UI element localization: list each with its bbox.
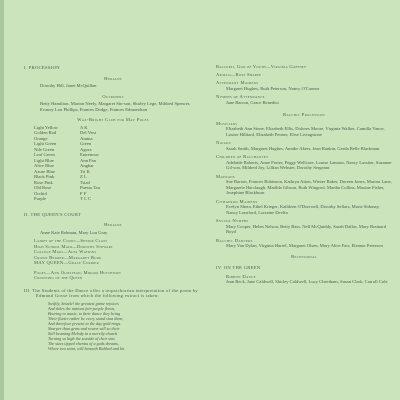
poem-line: The sizes tipped vheniss of a gods dreams, — [48, 340, 119, 346]
waxbright-label: Wax-Bright Club for May Poles — [77, 117, 149, 122]
pole-color: Nile Green — [34, 146, 55, 152]
pole-club: Del Vera — [80, 130, 97, 135]
pole-color: Orchid — [34, 190, 47, 196]
court-heading: II. THE QUEEN'S COURT — [24, 211, 82, 217]
group-names: Mary Cooper, Helen Nelson, Betty Bass, Nell McQuiddy, Sarah Dallas, Mary Brainard Boyd — [226, 223, 387, 234]
attendant-names: Margaret Hughes, Ruth Peterson, Nancy O'Connor — [226, 85, 320, 91]
pole-club: Amma — [80, 135, 93, 141]
pole-club: Puesta Tau — [80, 185, 100, 190]
ribbon-dance-label: Ribbon Dance — [226, 273, 256, 279]
group-names: Sue Barton, Frances Robinson, Kathryn Atton, Winter Baker, Doreen Jones, Marion Lane, Margarete Harclaugh, Matilda Gibson, Ruth Wingrod, Martha Collins, Maxine Fisher, Josephine Blackburn — [226, 179, 392, 195]
group-maenads — [216, 174, 392, 196]
court-role-line: Ladies of the Court—Senior Class — [34, 238, 108, 243]
procession-heralds-names: Dorothy Hill, Janet McQuillan — [40, 83, 97, 88]
group-sylvan — [216, 218, 392, 235]
poem-line: Still beaming Melody in a merrily church — [48, 330, 118, 336]
group-label: Cithaeron Maidens — [216, 198, 258, 204]
apollo-line: Apollo—Rose Sharpe — [216, 71, 262, 77]
outriders-names: Betty Hamilton, Marion Neely, Margaret Sin-son, Shirley Lege, Mildred Spencer, Evaney Lou Phillips, Frances Dodge, Frances Edmondson — [40, 101, 191, 112]
poem-excerpt — [48, 301, 202, 351]
students-heading: III. The Students of the Dance offer a terpsichorean interpretation of the poem by Edmund Gosse from which the following extract is taken: — [24, 287, 198, 298]
court-role-line: High School Maid—Dorothy Stewart — [34, 243, 113, 249]
pole-color: Purple — [34, 196, 46, 201]
poem-line: Bearing to music, to their dance they bring — [48, 310, 121, 316]
group-children — [216, 154, 392, 171]
pole-color: Light Blue — [34, 157, 54, 163]
court-roles — [34, 238, 202, 266]
group-names: Sarah Smith, Margaret Hughes, Annike Akers, Jean Rankin, Gerda Belle Blackman — [226, 145, 380, 151]
court-role-line: MAY QUEEN—Grace Currier — [34, 260, 99, 265]
group-label: Sylvan Nymphs — [216, 218, 249, 223]
pole-color: Black Pink — [34, 174, 55, 179]
pole-club: Anghar — [80, 163, 94, 168]
group-label: Maenads — [216, 173, 236, 179]
procession-heralds-label: Heralds — [104, 75, 122, 81]
pole-club: Green — [80, 141, 92, 146]
bacchic-heading: Bacchic Procession — [283, 112, 325, 117]
color-pole-list — [34, 125, 202, 202]
bacchus-line: Baccerti, God of Youth—Virginia Gaffney — [216, 64, 307, 69]
court-pages: Pages—Ann Olmstead, Miriam Hutchison — [34, 269, 121, 275]
pole-club: Z L — [80, 174, 87, 179]
pole-color: Orange — [34, 135, 48, 141]
court-role-line: College Maid—Alfa Watkins — [34, 249, 97, 254]
pole-club: Entrenous — [80, 152, 99, 157]
group-names: Mary Van Dylan, Virginia Harrel, Margaret Olsen, Mary Alice Farr, Eleanor Peterson — [226, 243, 383, 248]
group-label: Musicians — [216, 120, 238, 126]
ribbon-dance-names: Jean Beck, Jane Caldwell, Shirley Caldwell, Lucy Cheetham, Susan Clark, Carroll Cole — [226, 279, 388, 284]
nymphs-names: Jane Barron, Grace Benedict — [226, 99, 279, 105]
recessional-label: Recessional — [291, 253, 317, 259]
group-cithaeron — [216, 199, 392, 216]
outriders-label: Outriders — [102, 93, 124, 99]
group-bacchic-dancers — [216, 238, 392, 249]
pole-color: Rose Pink — [34, 179, 53, 185]
poem-line: Sharper than gems and rowen will so their — [48, 325, 120, 331]
procession-heading: I. PROCESSION — [24, 65, 60, 70]
pole-color: Azure Blue — [34, 168, 56, 174]
pole-club: Triad — [80, 179, 90, 185]
pole-club: A K — [80, 124, 88, 130]
pole-club: T C C — [80, 196, 92, 201]
group-names: Elizabeth Ann Stone, Elizabeth Ellis, Dolores Moore, Virginia Walker, Camilla Vance, Louise Hilliard, Elizabeth Penner, Elise Livingstone — [226, 126, 385, 137]
attendant-label: Attendant Maidens — [216, 80, 259, 85]
pole-color: Old Rose — [34, 185, 52, 190]
court-role-line: Crown Bearer—Margaret Burk — [34, 254, 102, 260]
pole-club: Tri K — [80, 168, 90, 174]
nymphs-label: Nymphs of Attendance — [216, 94, 265, 99]
poem-line: Swiftly, Seizzle! the greatest game rejoices — [48, 300, 119, 306]
group-label: Naiads — [216, 140, 231, 145]
pole-club: F F — [80, 190, 87, 196]
poem-line: And threefour present to the day gold rings. — [48, 320, 122, 326]
court-heralds-names: Anne Kate Rehman, Mary Lou Gray — [40, 229, 108, 235]
pole-club: Agora — [80, 146, 92, 152]
pole-color: Leaf Green — [34, 152, 55, 157]
poem-line: Turning so high the seaside of their sins — [48, 335, 115, 341]
pole-color: Golden Rod — [34, 130, 57, 135]
poem-line: And doles the nations fair-people flown, — [48, 305, 116, 311]
group-label: Children of Bacchantes — [216, 154, 269, 159]
group-label: Bacchic Dancers — [216, 237, 253, 243]
pole-color: Light Green — [34, 141, 57, 146]
group-names: Evelyn Shera, Ethel Krieger, Kathleen O'Don-nell, Dorothy Sellars, Marie Sidonay, Nancy Lonsford, Lorraine Devlin — [226, 204, 380, 215]
court-crowning: Crowning of the Queen — [34, 275, 83, 280]
left-column — [24, 58, 202, 351]
pole-color: Alice Blue — [34, 163, 54, 168]
poem-line: Where two saint, will beneath Rabbed and kit — [48, 345, 125, 351]
group-naiads — [216, 140, 392, 151]
group-names: Adelaide Roberts, Anne Porter, Peggy Wellcore, Louise Lamour, Nancy Lassiter, Suzanne Gil-son, Mildred Joy, Lillian Webster, Dorothy Sergeant — [226, 159, 392, 170]
right-column — [216, 58, 392, 285]
pole-club: Ann Pan — [80, 157, 96, 163]
court-heralds-label: Heralds — [104, 222, 122, 227]
poem-line: Their flutter rather be every stand sina them, — [48, 315, 124, 321]
pole-color: Light Yellow — [34, 124, 58, 130]
green-heading: IV. ON THE GREEN — [216, 265, 261, 270]
group-musicians — [216, 121, 392, 138]
